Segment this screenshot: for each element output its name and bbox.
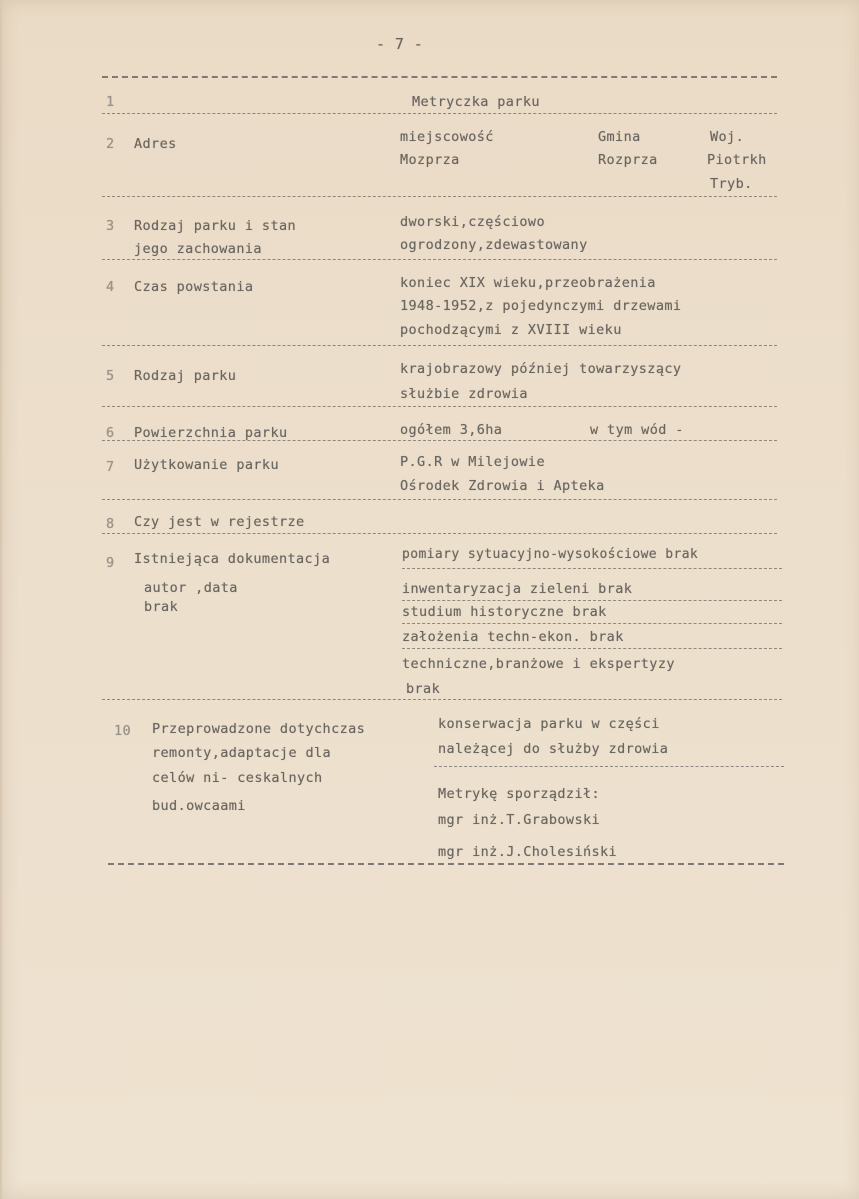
row-10-label-2: remonty,adaptacje dla — [152, 745, 332, 761]
row-2-miejscowosc-label: miejscowość — [400, 129, 494, 145]
doc-item: studium historyczne brak — [402, 604, 607, 620]
author-2: mgr inż.J.Cholesiński — [438, 844, 618, 860]
row-3-label-2: jego zachowania — [134, 241, 262, 257]
row-4-rule — [102, 345, 777, 346]
row-2-woj-value: Piotrkh — [707, 152, 767, 168]
row-2-number: 2 — [106, 136, 115, 152]
row-7-label: Użytkowanie parku — [134, 457, 279, 473]
row-4-value-3: pochodzącymi z XVIII wieku — [400, 322, 622, 338]
doc-item: brak — [406, 681, 441, 697]
row-2-label: Adres — [134, 136, 177, 152]
row-6-number: 6 — [106, 425, 115, 441]
row-9-label: Istniejąca dokumentacja — [134, 551, 331, 567]
row-2-gmina-value: Rozprza — [598, 152, 658, 168]
row-6-label: Powierzchnia parku — [134, 425, 288, 441]
author-1: mgr inż.T.Grabowski — [438, 812, 601, 828]
row-8-number: 8 — [106, 516, 115, 532]
row-2-woj-value-2: Tryb. — [710, 176, 753, 192]
doc-item-rule — [402, 648, 782, 649]
row-3-label: Rodzaj parku i stan — [134, 218, 297, 234]
page-number: - 7 - — [376, 35, 424, 53]
row-10-value-rule — [434, 766, 784, 767]
row-9-number: 9 — [106, 555, 115, 571]
row-7-value-2: Ośrodek Zdrowia i Apteka — [400, 478, 605, 494]
row-10-label-3: celów ni- ceskalnych — [152, 770, 323, 786]
doc-item-rule — [402, 600, 782, 601]
row-5-number: 5 — [106, 368, 115, 384]
row-4-number: 4 — [106, 279, 115, 295]
row-9-label-3: brak — [144, 599, 179, 615]
row-10-number: 10 — [114, 723, 132, 739]
row-3-rule — [102, 259, 777, 260]
row-1-number: 1 — [106, 94, 115, 110]
row-10-label-4: bud.owcaami — [152, 798, 246, 814]
doc-item-rule — [402, 568, 782, 569]
row-7-number: 7 — [106, 459, 115, 475]
doc-item: inwentaryzacja zieleni brak — [402, 581, 633, 597]
row-9-rule — [102, 699, 782, 700]
doc-item: pomiary sytuacyjno-wysokościowe brak — [402, 547, 699, 562]
doc-item: techniczne,branżowe i ekspertyzy — [402, 656, 675, 672]
doc-item-rule — [402, 623, 782, 624]
row-10-value: konserwacja parku w części — [438, 716, 660, 732]
row-5-value-2: służbie zdrowia — [400, 386, 528, 402]
row-1-rule — [102, 113, 777, 114]
row-7-value: P.G.R w Milejowie — [400, 454, 545, 470]
row-2-miejscowosc-value: Mozprza — [400, 152, 460, 168]
row-9-label-2: autor ,data — [144, 580, 238, 596]
row-6-water-area: w tym wód - — [590, 422, 684, 438]
row-4-value-2: 1948-1952,z pojedynczymi drzewami — [400, 298, 682, 314]
prepared-by-label: Metrykę sporządził: — [438, 786, 601, 802]
row-7-rule — [102, 499, 777, 500]
row-5-rule — [102, 406, 777, 407]
doc-item: założenia techn-ekon. brak — [402, 629, 624, 645]
row-3-value: dworski,częściowo — [400, 214, 545, 230]
row-4-label: Czas powstania — [134, 279, 254, 295]
row-3-number: 3 — [106, 218, 115, 234]
row-5-label: Rodzaj parku — [134, 368, 237, 384]
row-6-rule — [102, 440, 777, 441]
top-rule — [102, 76, 777, 78]
bottom-rule — [108, 863, 784, 865]
row-1-title: Metryczka parku — [412, 94, 540, 110]
row-3-value-2: ogrodzony,zdewastowany — [400, 237, 588, 253]
row-2-woj-label: Woj. — [710, 129, 745, 145]
row-8-rule — [102, 533, 777, 534]
row-10-value-2: należącej do służby zdrowia — [438, 741, 669, 757]
row-2-gmina-label: Gmina — [598, 129, 641, 145]
row-4-value: koniec XIX wieku,przeobrażenia — [400, 275, 656, 291]
row-6-value: ogółem 3,6ha — [400, 422, 503, 438]
row-10-label: Przeprowadzone dotychczas — [152, 721, 366, 737]
row-8-label: Czy jest w rejestrze — [134, 514, 305, 530]
row-5-value: krajobrazowy później towarzyszący — [400, 361, 682, 377]
row-2-rule — [102, 196, 777, 197]
